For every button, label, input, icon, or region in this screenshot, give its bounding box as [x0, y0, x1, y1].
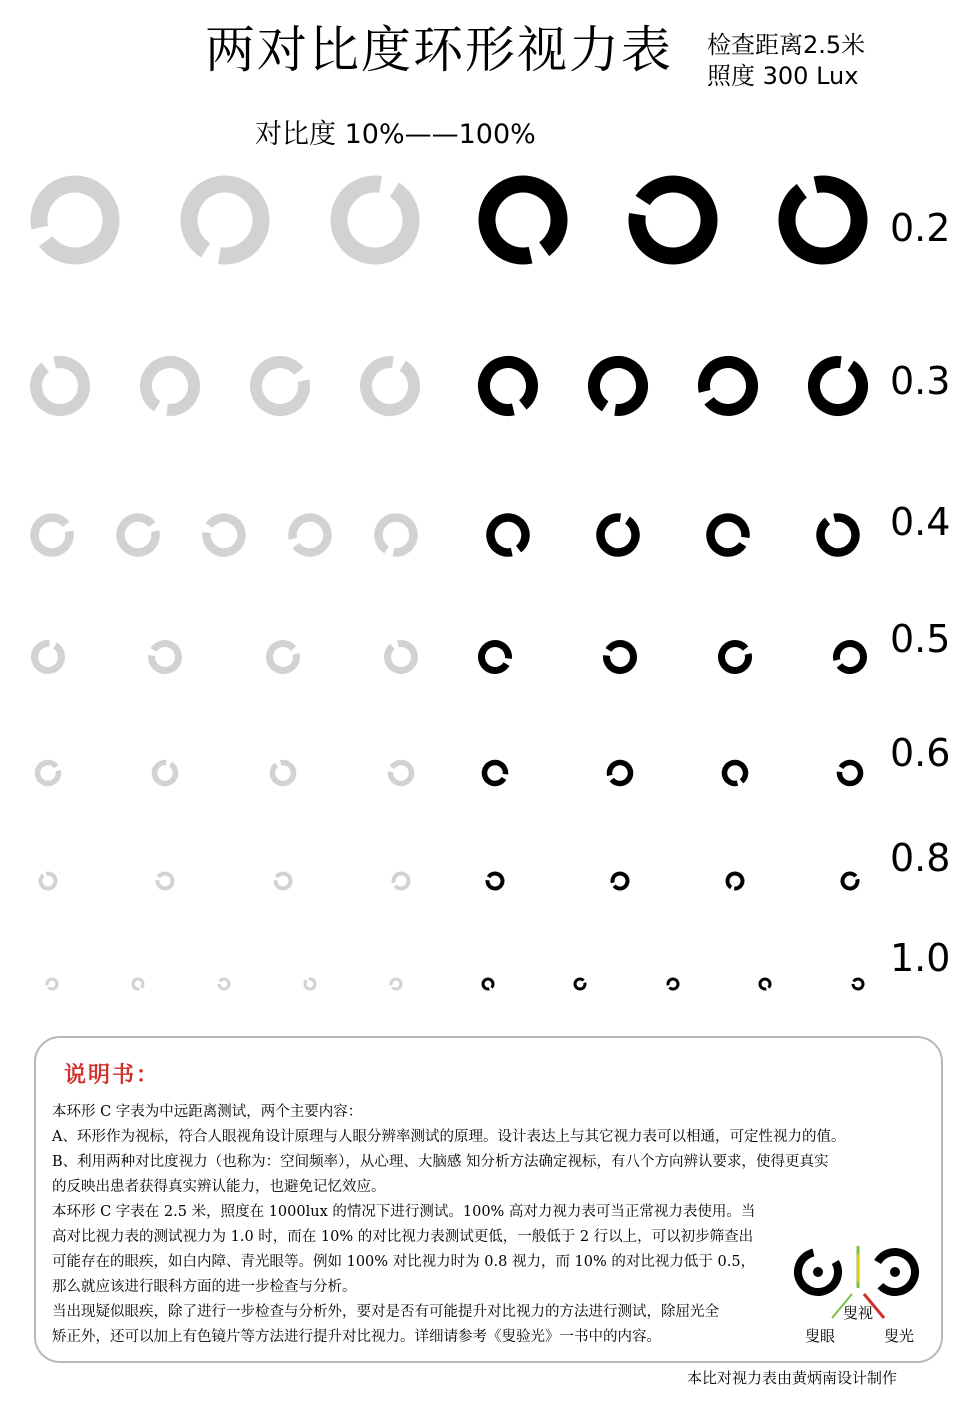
landolt-ring: [817, 514, 859, 556]
landolt-ring: [601, 638, 638, 675]
landolt-ring: [270, 760, 295, 785]
instruction-line: 本环形 C 字表在 2.5 米，照度在 1000lux 的情况下进行测试。100% 高对力视力表可当正常视力表使用。当: [52, 1204, 756, 1220]
landolt-ring: [585, 353, 651, 419]
illumination-text: 照度 300 Lux: [707, 62, 859, 90]
page-title: 两对比度环形视力表: [205, 21, 673, 79]
acuity-value: 1.0: [890, 936, 951, 980]
landolt-ring: [759, 978, 771, 990]
distance-text: 检查距离2.5米: [707, 31, 866, 59]
landolt-ring: [267, 641, 300, 674]
landolt-ring: [29, 638, 66, 675]
landolt-ring: [151, 759, 180, 788]
landolt-ring: [35, 760, 60, 785]
landolt-ring: [39, 872, 57, 890]
landolt-ring: [623, 170, 723, 270]
landolt-ring: [155, 871, 176, 892]
landolt-ring: [46, 978, 58, 990]
instruction-line: A、环形作为视标，符合人眼视角设计原理与人眼分辨率测试的原理。设计表达上与其它视力表可以相通，可定性视力的值。: [52, 1129, 846, 1145]
acuity-value: 0.4: [890, 500, 951, 544]
landolt-ring: [387, 759, 416, 788]
instruction-line: 高对比视力表的测试视力为 1.0 时，而在 10% 的对比视力表测试更低，一般低于 2 行以上，可以初步筛查出: [52, 1229, 754, 1245]
instruction-line: 本环形 C 字表为中远距离测试，两个主要内容：: [52, 1104, 363, 1120]
landolt-ring: [251, 357, 308, 414]
landolt-ring: [175, 170, 275, 270]
landolt-ring: [480, 177, 566, 263]
acuity-value: 0.5: [890, 617, 951, 661]
landolt-ring: [482, 978, 494, 990]
landolt-ring: [273, 871, 294, 892]
instruction-line: B、利用两种对比度视力（也称为：空间频率），从心理、大脑感 知分析方法确定视标，有八个方向辨认要求，使得更真实: [52, 1154, 829, 1170]
landolt-ring: [780, 177, 866, 263]
landolt-ring: [719, 641, 752, 674]
landolt-ring: [481, 759, 510, 788]
instruction-line: 那么就应该进行眼科方面的进一步检查与分析。: [52, 1279, 357, 1295]
instruction-line: 矫正外，还可以加上有色镜片等方法进行提升对比视力。详细请参考《叟验光》一书中的内容。: [52, 1329, 661, 1345]
instruction-line: 的反映出患者获得真实辨认能力，也避免记忆效应。: [52, 1179, 386, 1195]
landolt-ring: [834, 641, 867, 674]
landolt-ring: [32, 177, 118, 263]
landolt-ring: [385, 641, 418, 674]
landolt-ring: [699, 357, 756, 414]
landolt-ring: [611, 872, 629, 890]
landolt-ring: [325, 170, 425, 270]
landolt-ring: [217, 977, 231, 991]
landolt-ring: [485, 871, 506, 892]
instruction-line: 可能存在的眼疾，如白内障、青光眼等。例如 100% 对比视力时为 0.8 视力，而 10% 的对比视力低于 0.5，: [52, 1254, 756, 1270]
landolt-ring: [841, 872, 859, 890]
landolt-ring: [479, 357, 536, 414]
landolt-ring: [725, 871, 746, 892]
landolt-ring: [200, 511, 248, 559]
acuity-value: 0.6: [890, 731, 951, 775]
landolt-ring: [851, 977, 865, 991]
landolt-ring: [722, 760, 747, 785]
landolt-ring: [704, 511, 752, 559]
credit-line: 本比对视力表由黄炳南设计制作: [687, 1369, 898, 1387]
landolt-ring: [392, 872, 410, 890]
landolt-ring: [304, 978, 316, 990]
landolt-ring: [132, 978, 144, 990]
landolt-ring: [390, 978, 402, 990]
landolt-ring: [137, 353, 203, 419]
landolt-ring: [372, 511, 420, 559]
instruction-line: 当出现疑似眼疾，除了进行一步检查与分析外，要对是否有可能提升对比视力的方法进行测试，除屈光全: [52, 1304, 719, 1320]
landolt-ring: [31, 357, 88, 414]
landolt-ring: [357, 353, 423, 419]
landolt-ring: [289, 514, 331, 556]
landolt-ring: [667, 978, 679, 990]
landolt-ring: [594, 511, 642, 559]
landolt-ring: [117, 514, 159, 556]
landolt-ring: [805, 353, 871, 419]
landolt-ring: [487, 514, 529, 556]
instructions-text: [52, 1100, 845, 1350]
landolt-ring: [836, 759, 865, 788]
landolt-ring: [146, 638, 183, 675]
instructions-heading: 说明书：: [64, 1063, 161, 1088]
acuity-value: 0.2: [890, 206, 951, 250]
acuity-value: 0.3: [890, 359, 951, 403]
landolt-ring: [31, 514, 73, 556]
landolt-ring: [476, 638, 513, 675]
landolt-ring: [607, 760, 632, 785]
contrast-label: 对比度 10%——100%: [255, 119, 536, 150]
logo-label-right: 叟光: [884, 1327, 915, 1345]
logo-label-center: 叟视: [843, 1304, 874, 1322]
logo-label-left: 叟眼: [805, 1327, 836, 1345]
landolt-ring: [574, 978, 586, 990]
acuity-value: 0.8: [890, 836, 951, 880]
